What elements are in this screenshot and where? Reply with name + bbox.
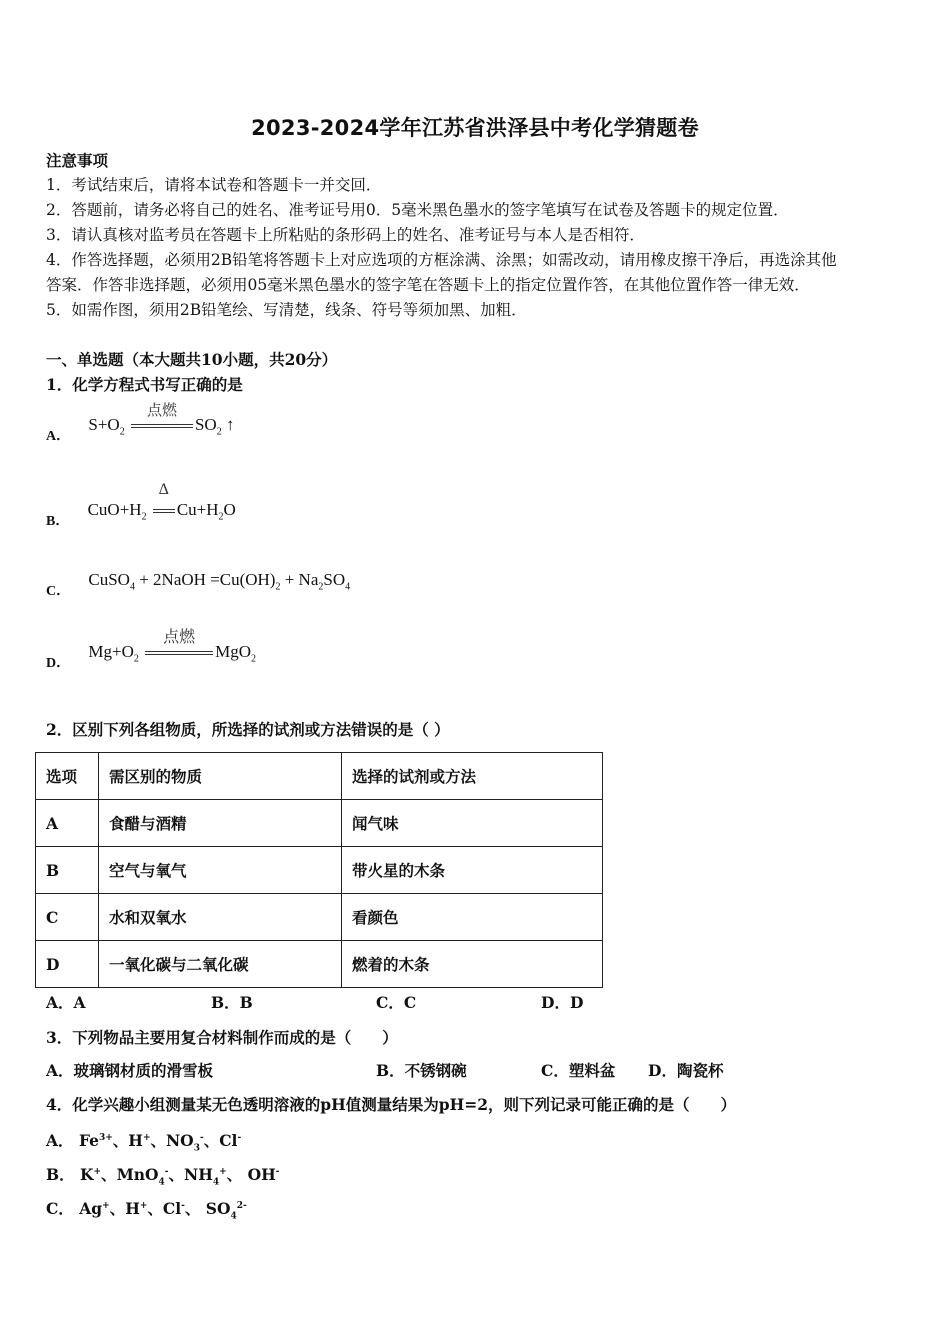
notice-item: 2．答题前，请务必将自己的姓名、准考证号用0．5毫米黑色墨水的签字笔填写在试卷及答题卡的规定位置． xyxy=(46,201,789,219)
charge: - xyxy=(164,1167,169,1177)
subscript: 3 xyxy=(193,1143,200,1154)
q4-option-b[interactable]: B． K+、MnO$_4$-、$NH_4^+$、 OH- xyxy=(46,1165,280,1188)
table-row xyxy=(36,800,603,847)
notice-item: 答案．作答非选择题，必须用05毫米黑色墨水的签字笔在答题卡上的指定位置作答，在其他位置作答一律无效． xyxy=(46,276,810,294)
q2-table xyxy=(35,752,603,988)
table-row xyxy=(36,941,603,988)
subscript: 2 xyxy=(216,426,222,438)
equation-right: SO xyxy=(194,415,217,434)
subscript: 4 xyxy=(129,581,135,593)
table-cell: A xyxy=(36,800,99,847)
subscript: 2 xyxy=(133,653,139,665)
option-letter: A． xyxy=(46,429,71,444)
charge: 3+ xyxy=(98,1133,113,1143)
subscript: 4 xyxy=(230,1211,237,1222)
q2-choice-a[interactable]: A．A xyxy=(46,993,86,1012)
table-header: 选择的试剂或方法 xyxy=(342,753,603,800)
table-cell: D xyxy=(36,941,99,988)
q1-option-c[interactable] xyxy=(46,570,351,602)
subscript: 4 xyxy=(345,581,351,593)
charge: - xyxy=(199,1133,204,1143)
ion: H xyxy=(128,1131,143,1151)
equation-left: CuO+H xyxy=(87,500,142,519)
subscript: 2 xyxy=(318,581,324,593)
notice-heading: 注意事项 xyxy=(46,151,109,170)
table-header: 需区别的物质 xyxy=(99,753,342,800)
q1-option-b[interactable] xyxy=(46,481,236,532)
notice-item: 3．请认真核对监考员在答题卡上所粘贴的条形码上的姓名、准考证号与本人是否相符． xyxy=(46,226,645,244)
table-cell: 食醋与酒精 xyxy=(99,800,342,847)
charge: + xyxy=(219,1167,227,1177)
equation-part: CuSO xyxy=(88,570,130,589)
ion: Ag xyxy=(79,1199,103,1219)
subscript: 2 xyxy=(275,581,281,593)
reaction-condition: 点燃 xyxy=(145,642,213,662)
table-cell: 闻气味 xyxy=(342,800,603,847)
table-cell: 带火星的木条 xyxy=(342,847,603,894)
reaction-condition: Δ xyxy=(153,500,175,520)
table-cell: 一氧化碳与二氧化碳 xyxy=(99,941,342,988)
option-letter: C． xyxy=(46,584,71,599)
table-cell: B xyxy=(36,847,99,894)
table-cell: 看颜色 xyxy=(342,894,603,941)
notice-item: 1．考试结束后，请将本试卷和答题卡一并交回． xyxy=(46,176,382,194)
option-letter: A． xyxy=(46,1131,74,1151)
equation-part: + 2NaOH =Cu(OH) xyxy=(134,570,276,589)
table-row xyxy=(36,894,603,941)
question-1-stem: 1．化学方程式书写正确的是 xyxy=(46,375,243,394)
subscript: 4 xyxy=(158,1177,165,1188)
reaction-condition: 点燃 xyxy=(131,415,193,435)
q3-choice-c[interactable]: C．塑料盆 xyxy=(541,1061,616,1080)
table-cell: 燃着的木条 xyxy=(342,941,603,988)
charge: + xyxy=(139,1201,148,1211)
ion: NH xyxy=(184,1165,213,1185)
subscript: 2 xyxy=(218,511,224,523)
ion: SO xyxy=(205,1199,231,1219)
question-2-stem: 2．区别下列各组物质，所选择的试剂或方法错误的是（ ） xyxy=(46,720,450,739)
charge: + xyxy=(142,1133,151,1143)
subscript: 4 xyxy=(212,1177,220,1188)
charge: - xyxy=(275,1167,280,1177)
table-row xyxy=(36,847,603,894)
equation-left: S+O xyxy=(88,415,120,434)
option-letter: D． xyxy=(46,656,71,671)
option-letter: B． xyxy=(46,514,70,529)
ion: Cl xyxy=(219,1131,238,1151)
notice-item: 4．作答选择题，必须用2B铅笔将答题卡上对应选项的方框涂满、涂黑；如需改动，请用橡皮擦干净后，再选涂其他 xyxy=(46,251,837,269)
equation-left: Mg+O xyxy=(88,642,134,661)
ion: OH xyxy=(247,1165,276,1185)
table-header-row xyxy=(36,753,603,800)
equation-right: Cu+H xyxy=(176,500,219,519)
option-letter: C． xyxy=(46,1199,74,1219)
subscript: 2 xyxy=(251,653,257,665)
question-4-stem: 4．化学兴趣小组测量某无色透明溶液的pH值测量结果为pH=2，则下列记录可能正确的是（ ） xyxy=(46,1095,737,1114)
equation-part: + Na xyxy=(280,570,319,589)
table-header: 选项 xyxy=(36,753,99,800)
q4-option-c[interactable]: C． Ag+、H+、Cl-、 $SO_4^{2-}$ xyxy=(46,1199,247,1222)
q1-option-d[interactable] xyxy=(46,629,257,674)
q2-choice-c[interactable]: C．C xyxy=(376,993,417,1012)
q2-choice-b[interactable]: B．B xyxy=(211,993,253,1012)
table-cell: C xyxy=(36,894,99,941)
charge: + xyxy=(102,1201,110,1211)
ion: K xyxy=(80,1165,94,1185)
page-title: 2023-2024学年江苏省洪泽县中考化学猜题卷 xyxy=(251,116,699,140)
equation-tail: O xyxy=(223,500,236,519)
equation-right: MgO xyxy=(215,642,252,661)
charge: - xyxy=(237,1133,242,1143)
notice-item: 5．如需作图，须用2B铅笔绘、写清楚，线条、符号等须加黑、加粗． xyxy=(46,301,527,319)
gas-arrow: ↑ xyxy=(225,415,235,434)
q3-choice-d[interactable]: D．陶瓷杯 xyxy=(648,1061,724,1080)
section-heading: 一、单选题（本大题共10小题，共20分） xyxy=(46,350,338,369)
q2-choice-d[interactable]: D．D xyxy=(541,993,584,1012)
table-cell: 水和双氧水 xyxy=(99,894,342,941)
q4-option-a[interactable]: A． $Fe^{3+}$、H+、$NO_3^-$、Cl- xyxy=(46,1131,242,1154)
q1-option-a[interactable] xyxy=(46,403,235,447)
charge: + xyxy=(93,1167,102,1177)
subscript: 2 xyxy=(141,511,147,523)
question-3-stem: 3．下列物品主要用复合材料制作而成的是（ ） xyxy=(46,1028,398,1047)
equation-part: SO xyxy=(323,570,346,589)
ion: Cl xyxy=(162,1199,182,1219)
option-letter: B． xyxy=(46,1165,75,1185)
ion: NO xyxy=(166,1131,194,1151)
table-cell: 空气与氧气 xyxy=(99,847,342,894)
charge: - xyxy=(181,1201,185,1211)
ion: MnO xyxy=(116,1165,159,1185)
ion: Fe xyxy=(78,1131,99,1151)
q3-choice-b[interactable]: B．不锈钢碗 xyxy=(376,1061,467,1080)
charge: 2- xyxy=(236,1201,247,1211)
ion: H xyxy=(125,1199,140,1219)
subscript: 2 xyxy=(119,426,125,438)
q3-choice-a[interactable]: A．玻璃钢材质的滑雪板 xyxy=(46,1061,214,1080)
